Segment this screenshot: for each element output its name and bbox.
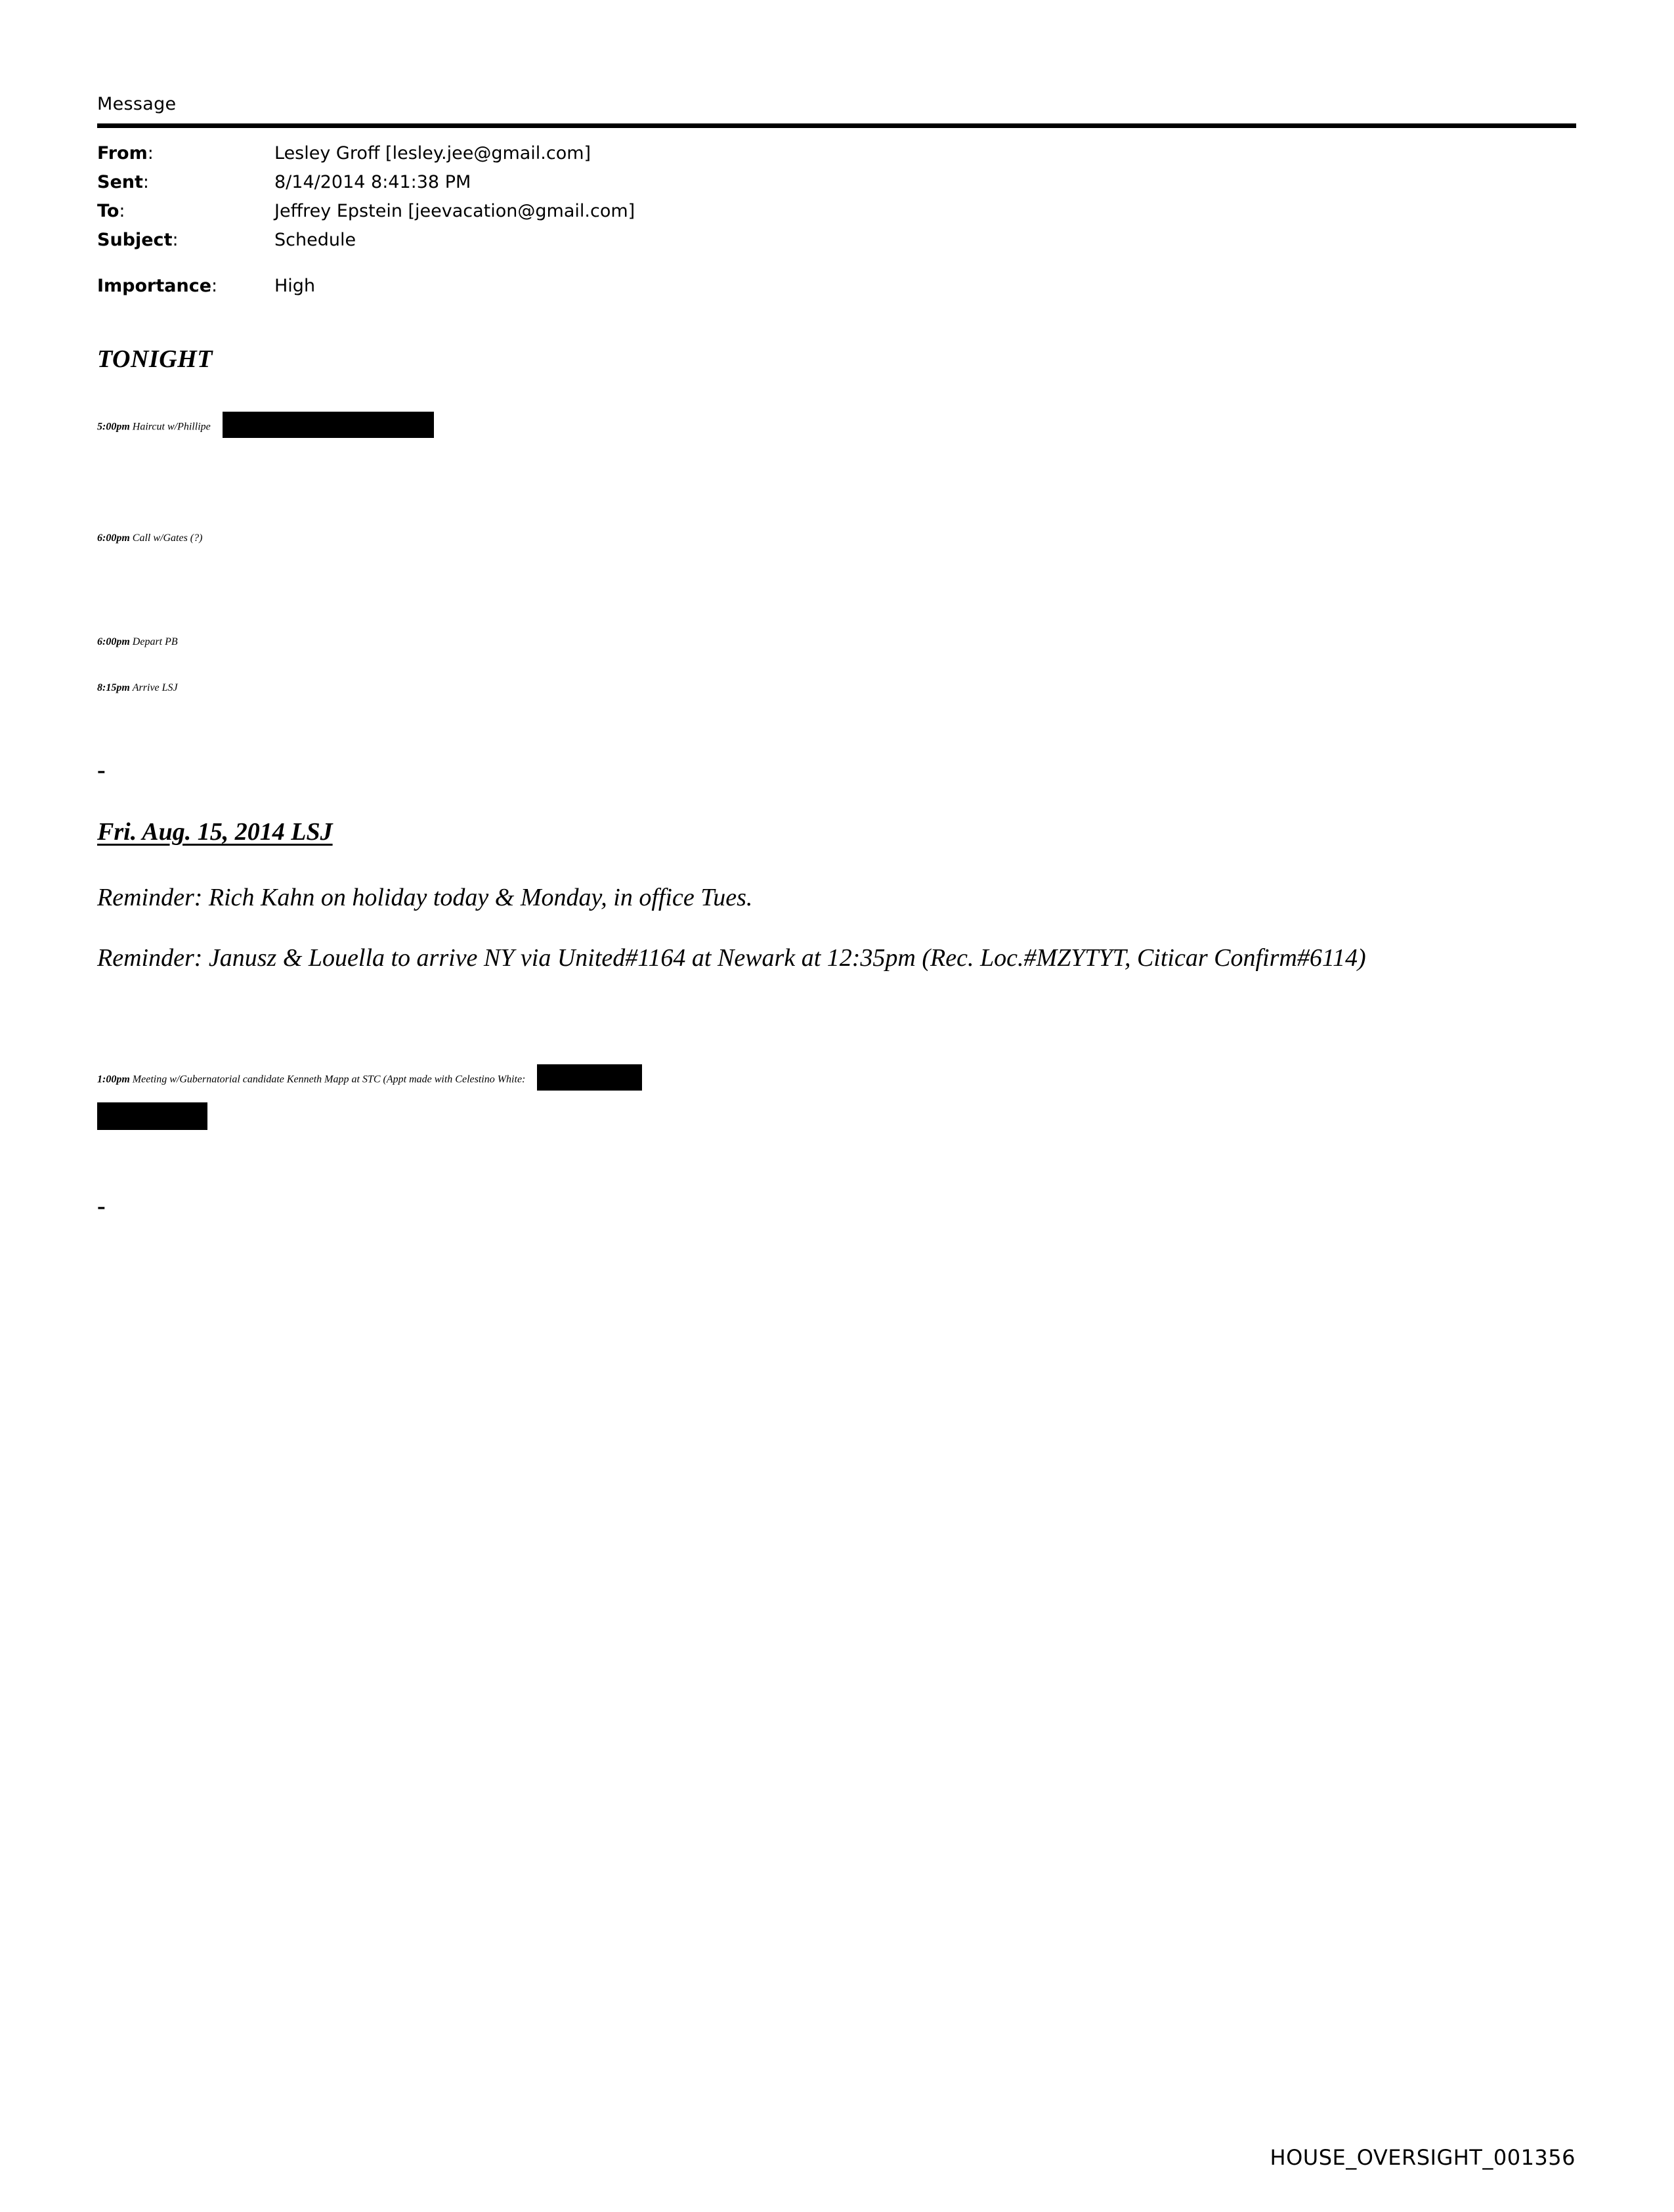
- schedule-entry-meeting-mapp: [97, 1067, 1581, 1093]
- spacer: [97, 648, 1581, 682]
- reminder-rich-kahn: Reminder: Rich Kahn on holiday today & Monday, in office Tues.: [97, 884, 753, 911]
- entry-time: 5:00pm: [97, 421, 130, 433]
- entry-text: Arrive LSJ: [132, 682, 178, 693]
- entry-text: Depart PB: [132, 636, 178, 647]
- header-value-to: Jeffrey Epstein [jeevacation@gmail.com]: [274, 201, 635, 221]
- bullet-dash-2: -: [97, 1192, 106, 1220]
- header-value-from: Lesley Groff [lesley.jee@gmail.com]: [274, 143, 591, 163]
- spacer: [97, 1130, 1581, 1193]
- spacer: [97, 694, 1581, 757]
- header-value-importance: High: [274, 276, 316, 296]
- reminder-janusz-louella: Reminder: Janusz & Louella to arrive NY via United#1164 at Newark at 12:35pm (Rec. Loc.#MZYTYT, Citicar Confirm#6114): [97, 944, 1366, 972]
- spacer: [97, 975, 1581, 1067]
- header-value-subject: Schedule: [274, 230, 356, 250]
- bullet-dash: -: [97, 756, 106, 784]
- schedule-entry-arrive-lsj: [97, 682, 1581, 694]
- entry-time: 6:00pm: [97, 532, 130, 544]
- redaction-bar: [223, 412, 434, 438]
- redaction-bar: [537, 1064, 642, 1091]
- header-row-sent: [97, 168, 1016, 197]
- email-body: [97, 345, 1581, 1219]
- spacer: [97, 783, 1581, 817]
- spacer: [97, 544, 1581, 636]
- schedule-entry-call-gates: [97, 532, 1581, 544]
- schedule-entry-haircut: [97, 414, 1581, 441]
- header-divider: [97, 123, 1576, 128]
- day-heading: Fri. Aug. 15, 2014 LSJ: [97, 818, 333, 846]
- entry-text: Meeting w/Gubernatorial candidate Kenneth Mapp at STC (Appt made with Celestino White:: [132, 1073, 526, 1085]
- header-key-subject: Subject:: [97, 230, 179, 250]
- entry-text: Call w/Gates (?): [132, 532, 203, 544]
- spacer: [97, 915, 1581, 941]
- header-row-importance: [97, 272, 1016, 301]
- spacer: [97, 441, 1581, 532]
- spacer: [97, 846, 1581, 880]
- schedule-entry-depart-pb: [97, 636, 1581, 648]
- redaction-bar-continued: [97, 1102, 207, 1130]
- email-header-fields: [97, 139, 1016, 301]
- header-key-sent: Sent:: [97, 172, 149, 192]
- header-row-subject: [97, 226, 1016, 255]
- header-value-sent: 8/14/2014 8:41:38 PM: [274, 172, 471, 192]
- entry-text: Haircut w/Phillipe: [132, 421, 211, 433]
- header-row-to: [97, 197, 1016, 226]
- entry-time: 1:00pm: [97, 1073, 130, 1085]
- header-row-from: [97, 139, 1016, 168]
- bates-stamp: HOUSE_OVERSIGHT_001356: [1270, 2145, 1576, 2170]
- body-heading-tonight: TONIGHT: [97, 345, 213, 373]
- header-key-to: To:: [97, 201, 125, 221]
- header-key-from: From:: [97, 143, 154, 163]
- entry-time: 6:00pm: [97, 636, 130, 647]
- entry-time: 8:15pm: [97, 682, 130, 693]
- message-section-label: Message: [97, 94, 177, 114]
- header-key-importance: Importance:: [97, 276, 218, 296]
